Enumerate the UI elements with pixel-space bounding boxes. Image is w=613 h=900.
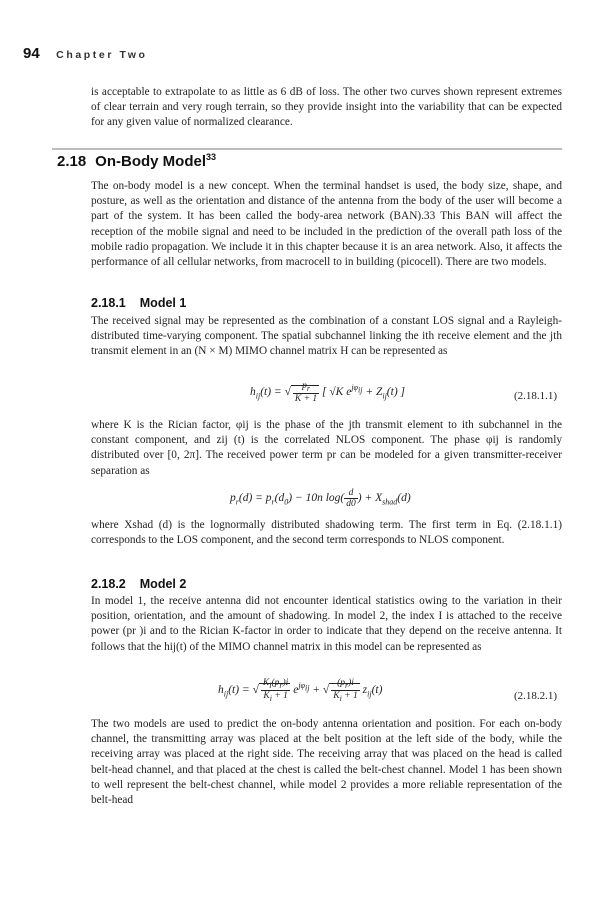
- intro-block: [91, 85, 562, 131]
- page-number: 94: [23, 45, 40, 62]
- model1-paragraph-1: The received signal may be represented as the combination of a constant LOS signal and a Rayleigh-distributed time-varying component. The spatial subchannel linking the ith receive element and the jth transmit element in an (N × M) MIMO channel matrix H can be represented as: [91, 315, 562, 358]
- model1-body-3: [91, 518, 562, 548]
- equation-number-2: (2.18.2.1): [514, 690, 558, 702]
- section-divider: [52, 148, 562, 150]
- model2-title: Model 2: [139, 577, 187, 591]
- model2-paragraph-2: The two models are used to predict the on-body antenna orientation and position. For each on-body channel, the transmitting array was placed at the belt position at the left side of the body, while the receiving array was placed at the right side. The receiving array that was placed on the head is called belt-head channel, and that placed at the chest is called the belt-chest channel. Model 1 has been shown to well represent the belt-chest channel, while model 2 provides a more reliable representation of the belt-head: [91, 718, 562, 807]
- section-body: [91, 179, 562, 270]
- model1-number: 2.18.1: [91, 296, 126, 310]
- section-number: 2.18: [57, 153, 87, 170]
- model1-title: Model 1: [139, 296, 187, 310]
- equation-number-1: (2.18.1.1): [514, 390, 558, 402]
- model1-body-2: [91, 418, 562, 479]
- section-ref: 33: [206, 152, 217, 162]
- chapter-title: Chapter Two: [56, 49, 148, 61]
- intro-paragraph: is acceptable to extrapolate to as little as 6 dB of loss. The other two curves shown represent extremes of clear terrain and very rough terrain, so they provide insight into the variability that can be expected for any given value of normalized clearance.: [91, 86, 562, 129]
- section-title: On-Body Model: [95, 153, 206, 170]
- model2-paragraph-1: In model 1, the receive antenna did not encounter identical statistics owing to the variation in their position, orientation, and the amount of shadowing. In model 2, the index I is attached to the receive power (pr )i and to the Rician K-factor in order to indicate that they depend on the receive antenna. It follows that the hij(t) of the MIMO channel matrix in this model can be represented as: [91, 595, 562, 653]
- equation-2-18-2-1: $h_{ij}(t)$ = √ $\frac{K_i(p_r)i}{K_i + 1}$ $e^{j\varphi_{ij}}$ + √ $\frac{(p_r)i}{K_i + 1}$ $z_{ij}(t)$: [218, 678, 383, 703]
- model2-body: [91, 594, 562, 655]
- section-paragraph: The on-body model is a new concept. When the terminal handset is used, the body size, shape, and posture, as well as the orientation and distance of the antenna from the body of the user will become a part of the system. It has been called the body-area network (BAN).33 This BAN will affect the reception of the mobile signal and need to be included in the prediction of the overall path loss of the mobile radio propagation. We include it in this chapter because it is an area network. Also, it affects the performance of all cellular networks, from macrocell to in building (picocell). There are two models.: [91, 180, 562, 269]
- section-heading: [57, 152, 216, 170]
- model1-heading: [91, 296, 186, 310]
- equation-2-18-1-1: $h_{ij}(t)$ = √ $\frac{p_r}{K + 1}$ [ √K $e^{j\varphi_{ij}} + Z_{ij}(t)$ ]: [250, 381, 406, 404]
- model2-number: 2.18.2: [91, 577, 126, 591]
- model2-body-2: [91, 717, 562, 808]
- page-header: [23, 45, 148, 65]
- model1-paragraph-3: where Xshad (d) is the lognormally distributed shadowing term. The first term in Eq. (2.18.1.1) corresponds to the LOS component, and the second term corresponds to NLOS component.: [91, 519, 562, 547]
- model1-body: [91, 314, 562, 360]
- model2-heading: [91, 577, 186, 591]
- model1-paragraph-2: where K is the Rician factor, φij is the phase of the jth transmit element to ith subchannel in the constant component, and zij (t) is the correlated NLOS component. The phase φij is randomly distributed over [0, 2π]. The received power term pr can be modeled for a given transmitter-receiver separation as: [91, 419, 562, 477]
- equation-received-power: $p_r(d) = p_r(d_0) - 10n$ log( $\frac{d}{d0}$ ) + $X_{shad}(d)$: [230, 488, 411, 509]
